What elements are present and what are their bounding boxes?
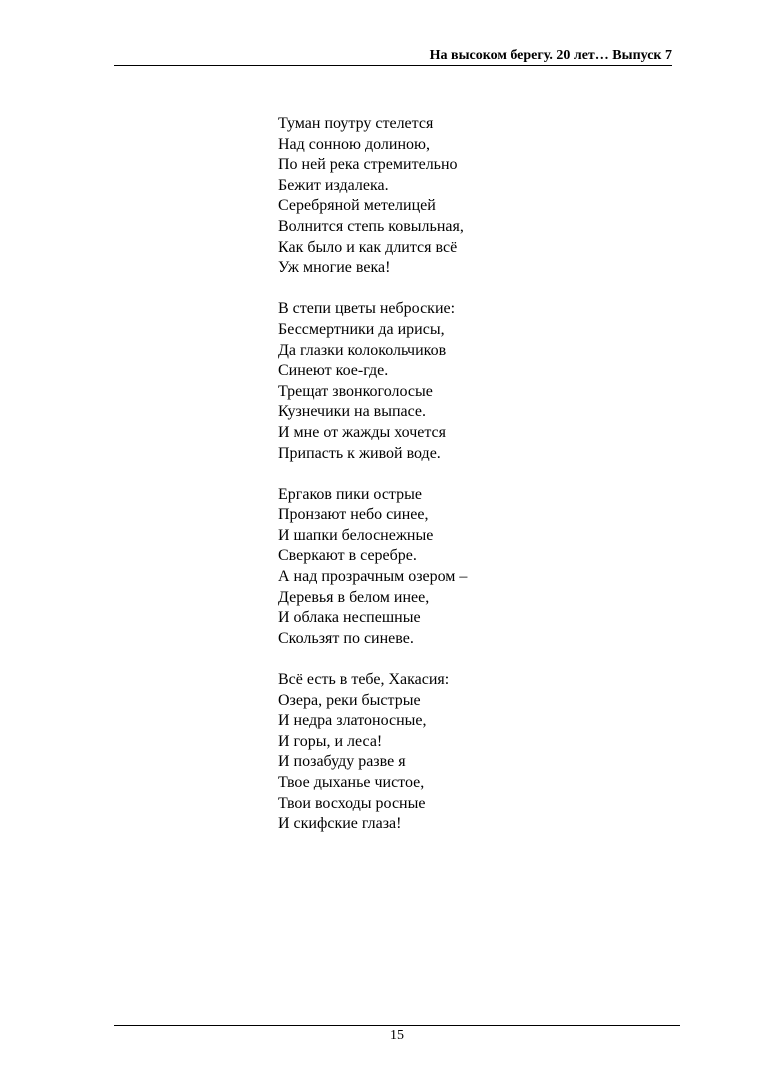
page-number: 15 [390,1028,404,1043]
poem-line: Всё есть в тебе, Хакасия: [278,671,450,689]
poem-line: Как было и как длится всё [278,238,458,256]
poem-line: Над сонною долиною, [278,135,430,153]
running-header-title: На высоком берегу. 20 лет… Выпуск 7 [429,48,672,63]
poem-line: И шапки белоснежные [278,526,434,544]
poem-line: В степи цветы неброские: [278,300,456,318]
poem-line: Твое дыханье чистое, [278,774,425,791]
poem-line: Уж многие века! [278,259,391,277]
poem-line: И позабуду разве я [278,753,406,771]
poem-line: Волнится степь ковыльная, [278,217,464,235]
poem-line: По ней река стремительно [278,156,458,174]
poem-line: Ергаков пики острые [278,485,422,503]
poem-line: Трещат звонкоголосые [278,382,433,400]
poem-line: А над прозрачным озером – [278,568,468,586]
poem-line: И скифские глаза! [278,815,402,833]
poem-line: Бессмертники да ирисы, [278,320,445,338]
poem [278,114,467,835]
poem-line: Кузнечики на выпасе. [278,403,427,421]
poem-line: Сверкают в серебре. [278,547,417,565]
poem-line: Скользят по синеве. [278,629,414,647]
poem-line: И недра златоносные, [278,712,427,730]
stanza-2 [278,299,467,464]
poem-line: И облака неспешные [278,609,421,627]
poem-line: Пронзают небо синее, [278,506,429,524]
poem-line: Бежит издалека. [278,176,389,194]
poem-line: Припасть к живой воде. [278,444,441,462]
poem-line: Серебряной метелицей [278,197,436,215]
poem-line: Синеют кое-где. [278,362,389,380]
footer-divider [114,1025,680,1026]
stanza-3 [278,485,467,650]
poem-line: И мне от жажды хочется [278,423,446,441]
poem-line: Туман поутру стелется [278,115,434,132]
poem-line: Деревья в белом инее, [278,588,430,606]
poem-line: Озера, реки быстрые [278,691,421,709]
header-divider [114,65,672,66]
stanza-4 [278,670,467,835]
stanza-1 [278,114,467,279]
poem-line: И горы, и леса! [278,732,383,750]
poem-line: Да глазки колокольчиков [278,341,447,359]
poem-line: Твои восходы росные [278,794,426,812]
